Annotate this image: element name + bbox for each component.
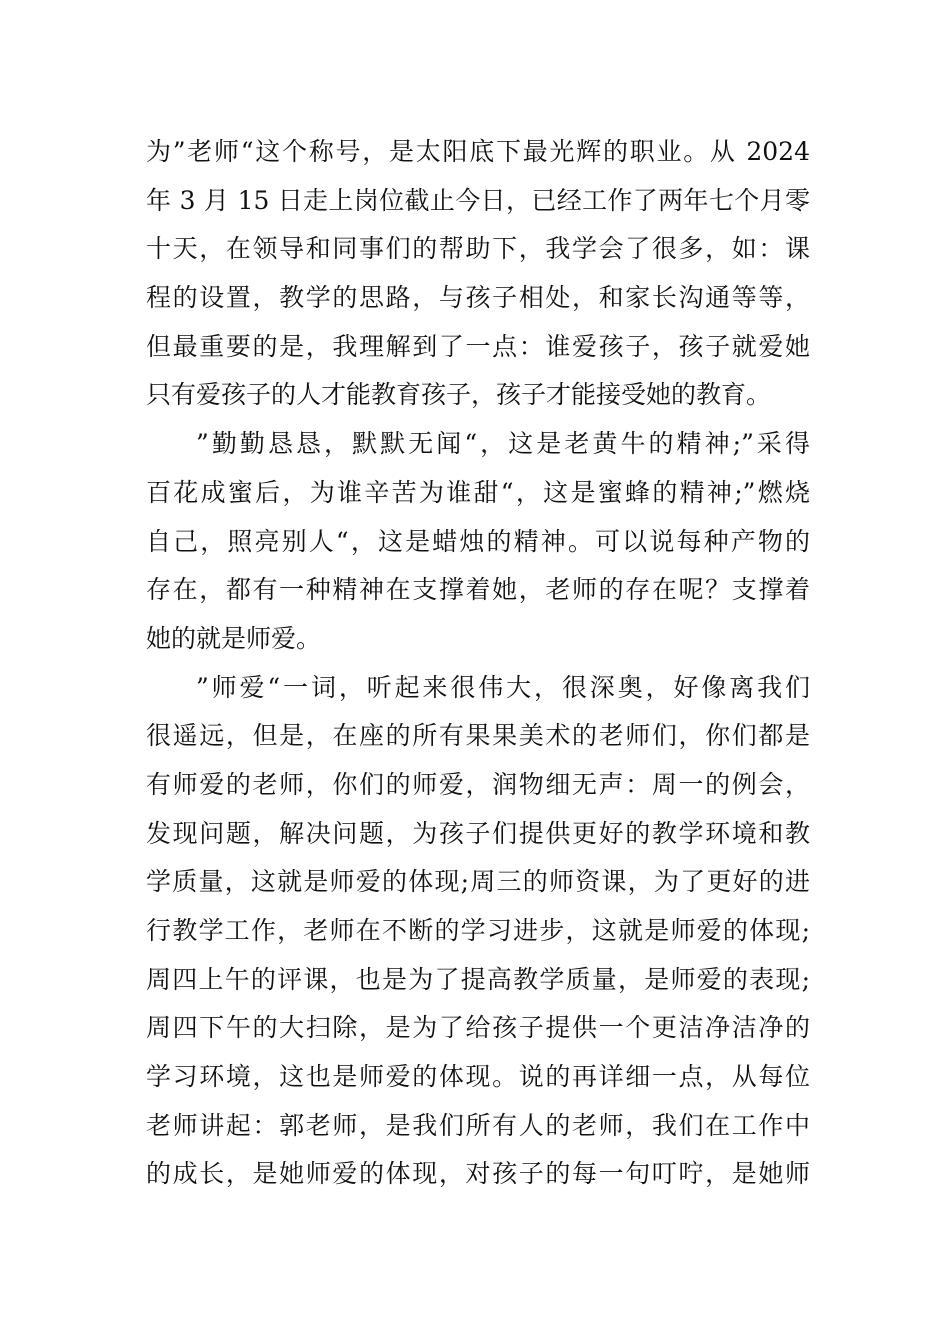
text-line: 为”老师“这个称号，是太阳底下最光辉的职业。从 2024 — [146, 137, 810, 166]
text-line: 的成长，是她师爱的体现，对孩子的每一句叮咛，是她师 — [146, 1159, 810, 1189]
text-line: 周四上午的评课，也是为了提高教学质量，是师爱的表现; — [146, 964, 810, 994]
text-line: 十天，在领导和同事们的帮助下，我学会了很多，如：课 — [146, 234, 810, 264]
text-line: 程的设置，教学的思路，与孩子相处，和家长沟通等等， — [146, 283, 810, 313]
text-line: 但最重要的是，我理解到了一点：谁爱孩子，孩子就爱她 — [146, 331, 810, 361]
text-line: 自己，照亮别人“，这是蜡烛的精神。可以说每种产物的 — [146, 526, 810, 556]
text-line: 存在，都有一种精神在支撑着她，老师的存在呢？支撑着 — [146, 575, 810, 605]
text-line: 学质量，这就是师爱的体现;周三的师资课，为了更好的进 — [146, 867, 810, 897]
body-text — [146, 128, 810, 1199]
text-line: 很遥远，但是，在座的所有果果美术的老师们，你们都是 — [146, 721, 810, 751]
text-line: 周四下午的大扫除，是为了给孩子提供一个更洁净洁净的 — [146, 1013, 810, 1043]
text-line: 百花成蜜后，为谁辛苦为谁甜“，这是蜜蜂的精神;”燃烧 — [146, 477, 810, 507]
text-line: 老师讲起：郭老师，是我们所有人的老师，我们在工作中 — [146, 1110, 810, 1140]
text-line: 她的就是师爱。 — [146, 623, 322, 653]
text-line: 年 3 月 15 日走上岗位截止今日，已经工作了两年七个月零 — [146, 185, 810, 215]
text-line: 行教学工作，老师在不断的学习进步，这就是师爱的体现; — [146, 916, 810, 945]
text-line: 只有爱孩子的人才能教育孩子，孩子才能接受她的教育。 — [146, 380, 772, 410]
text-line: ”师爱“一词，听起来很伟大，很深奥，好像离我们 — [196, 672, 810, 702]
text-line: ”勤勤恳恳，默默无闻“，这是老黄牛的精神;”采得 — [196, 429, 810, 459]
text-line: 发现问题，解决问题，为孩子们提供更好的教学环境和教 — [146, 818, 810, 848]
text-line: 学习环境，这也是师爱的体现。说的再详细一点，从每位 — [146, 1062, 810, 1092]
text-line: 有师爱的老师，你们的师爱，润物细无声：周一的例会， — [146, 769, 810, 799]
